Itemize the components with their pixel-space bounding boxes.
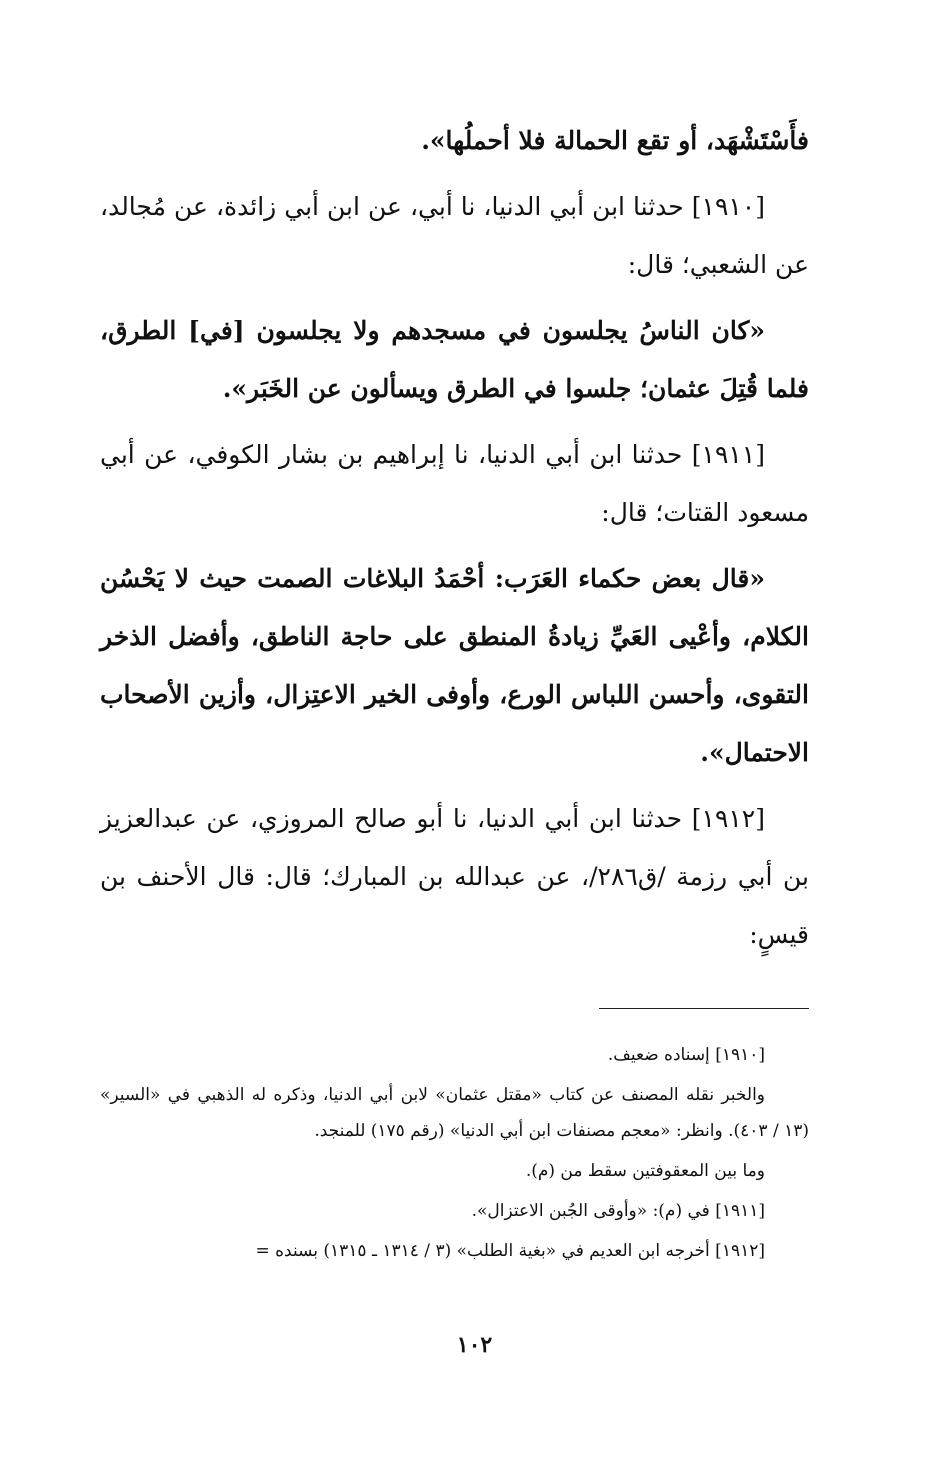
text-paragraph-2: [١٩١٠] حدثنا ابن أبي الدنيا، نا أبي، عن ابن أبي زائدة، عن مُجالد، عن الشعبي؛ قال:	[100, 192, 809, 279]
text-paragraph-3: «كان الناسُ يجلسون في مسجدهم ولا يجلسون [في] الطرق، فلما قُتِلَ عثمان؛ جلسوا في الطرق ويسألون عن الخَبَر».	[100, 316, 809, 403]
footnote-4: [١٩١١] في (م): «وأوقى الجُبن الاعتزال».	[471, 1201, 765, 1221]
text-paragraph-6: [١٩١٢] حدثنا ابن أبي الدنيا، نا أبو صالح المروزي، عن عبدالعزيز بن أبي رزمة /ق٢٨٦/، عن عبدالله بن المبارك؛ قال: قال الأحنف بن قيسٍ:	[100, 804, 809, 949]
footnotes	[100, 1037, 809, 1269]
main-text	[100, 112, 809, 964]
text-paragraph-4: [١٩١١] حدثنا ابن أبي الدنيا، نا إبراهيم بن بشار الكوفي، عن أبي مسعود القتات؛ قال:	[100, 440, 809, 527]
text-paragraph-5: «قال بعض حكماء العَرَب: أحْمَدُ البلاغات الصمت حيث لا يَحْسُن الكلام، وأعْيى العَيِّ زيادةُ المنطق على حاجة الناطق، وأفضل الذخر التقوى، وأحسن اللباس الورع، وأوفى الخير الاعتِزال، وأزين الأصحاب الاحتمال».	[100, 564, 809, 767]
footnote-3: وما بين المعقوفتين سقط من (م).	[525, 1161, 765, 1181]
footnote-5: [١٩١٢] أخرجه ابن العديم في «بغية الطلب» (٣ / ١٣١٤ ـ ١٣١٥) بسنده =	[255, 1241, 765, 1261]
footnote-1: [١٩١٠] إسناده ضعيف.	[607, 1045, 765, 1065]
page-number: ١٠٢	[456, 1332, 493, 1358]
footnote-2: والخبر نقله المصنف عن كتاب «مقتل عثمان» لابن أبي الدنيا، وذكره له الذهبي في «السير» (١٣ / ٤٠٣). وانظر: «معجم مصنفات ابن أبي الدنيا» (رقم ١٧٥) للمنجد.	[100, 1085, 809, 1141]
page-body	[100, 112, 809, 1269]
text-paragraph-1: فأَسْتَشْهَد، أو تقع الحمالة فلا أحملُها».	[421, 126, 809, 155]
footnote-divider	[599, 1008, 809, 1009]
